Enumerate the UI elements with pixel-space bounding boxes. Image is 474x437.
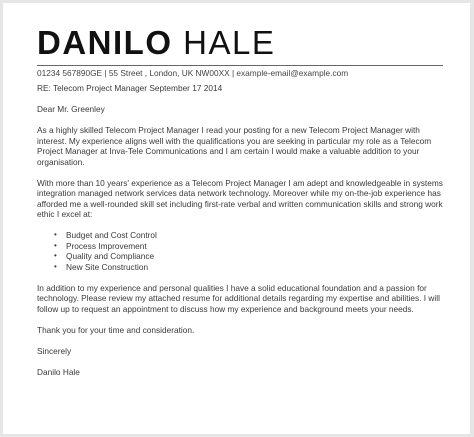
letter-body	[37, 83, 447, 388]
applicant-name	[37, 26, 275, 60]
paragraph-intro: As a highly skilled Telecom Project Manager I read your posting for a new Telecom Project Manager with interest. My experience aligns well with the qualifications you are seeking in particular my role as a Telecom Project Manager at Inva-Tele Communications and I am certain I would make a valuable addition to your organisation.	[37, 125, 432, 167]
letter-page	[3, 3, 470, 434]
paragraph-experience: With more than 10 years' experience as a Telecom Project Manager I am adept and knowledgeable in systems integration managed network services data network technology. Moreover while my on-the-job experience has afforded me a well-rounded skill set including first-rate verbal and written communication skills and strong work ethic I excel at:	[37, 177, 443, 219]
salutation: Dear Mr. Greenley	[37, 104, 105, 114]
skill-label: Budget and Cost Control	[66, 230, 157, 240]
bullet-icon: •	[54, 230, 57, 239]
bullet-icon: •	[54, 251, 57, 260]
skill-label: New Site Construction	[66, 261, 149, 272]
closing-line: Sincerely	[37, 345, 72, 356]
skills-list	[37, 230, 447, 272]
skill-label: Quality and Compliance	[66, 251, 155, 261]
skill-label: Process Improvement	[66, 240, 147, 251]
last-name: HALE	[183, 24, 276, 61]
thanks-line: Thank you for your time and consideration.	[37, 324, 195, 335]
bullet-icon: •	[54, 261, 57, 271]
re-line: RE: Telecom Project Manager September 17 2014	[37, 83, 223, 93]
first-name: DANILO	[37, 24, 173, 61]
contact-line: 01234 567890GE | 55 Street , London, UK NW00XX | example-email@example.com	[37, 68, 349, 78]
list-item	[54, 240, 447, 252]
paragraph-closing: In addition to my experience and personal qualities I have a solid educational foundation and a passion for technology. Please review my attached resume for additional details regarding my expertise and abilities. I will follow up to request an appointment to discuss how my experience and background meets your needs.	[37, 282, 440, 314]
list-item	[54, 230, 447, 241]
bullet-icon: •	[54, 240, 57, 250]
list-item	[54, 261, 447, 273]
list-item	[54, 251, 447, 262]
signature: Danilo Hale	[37, 366, 80, 377]
letter-header	[37, 26, 275, 60]
